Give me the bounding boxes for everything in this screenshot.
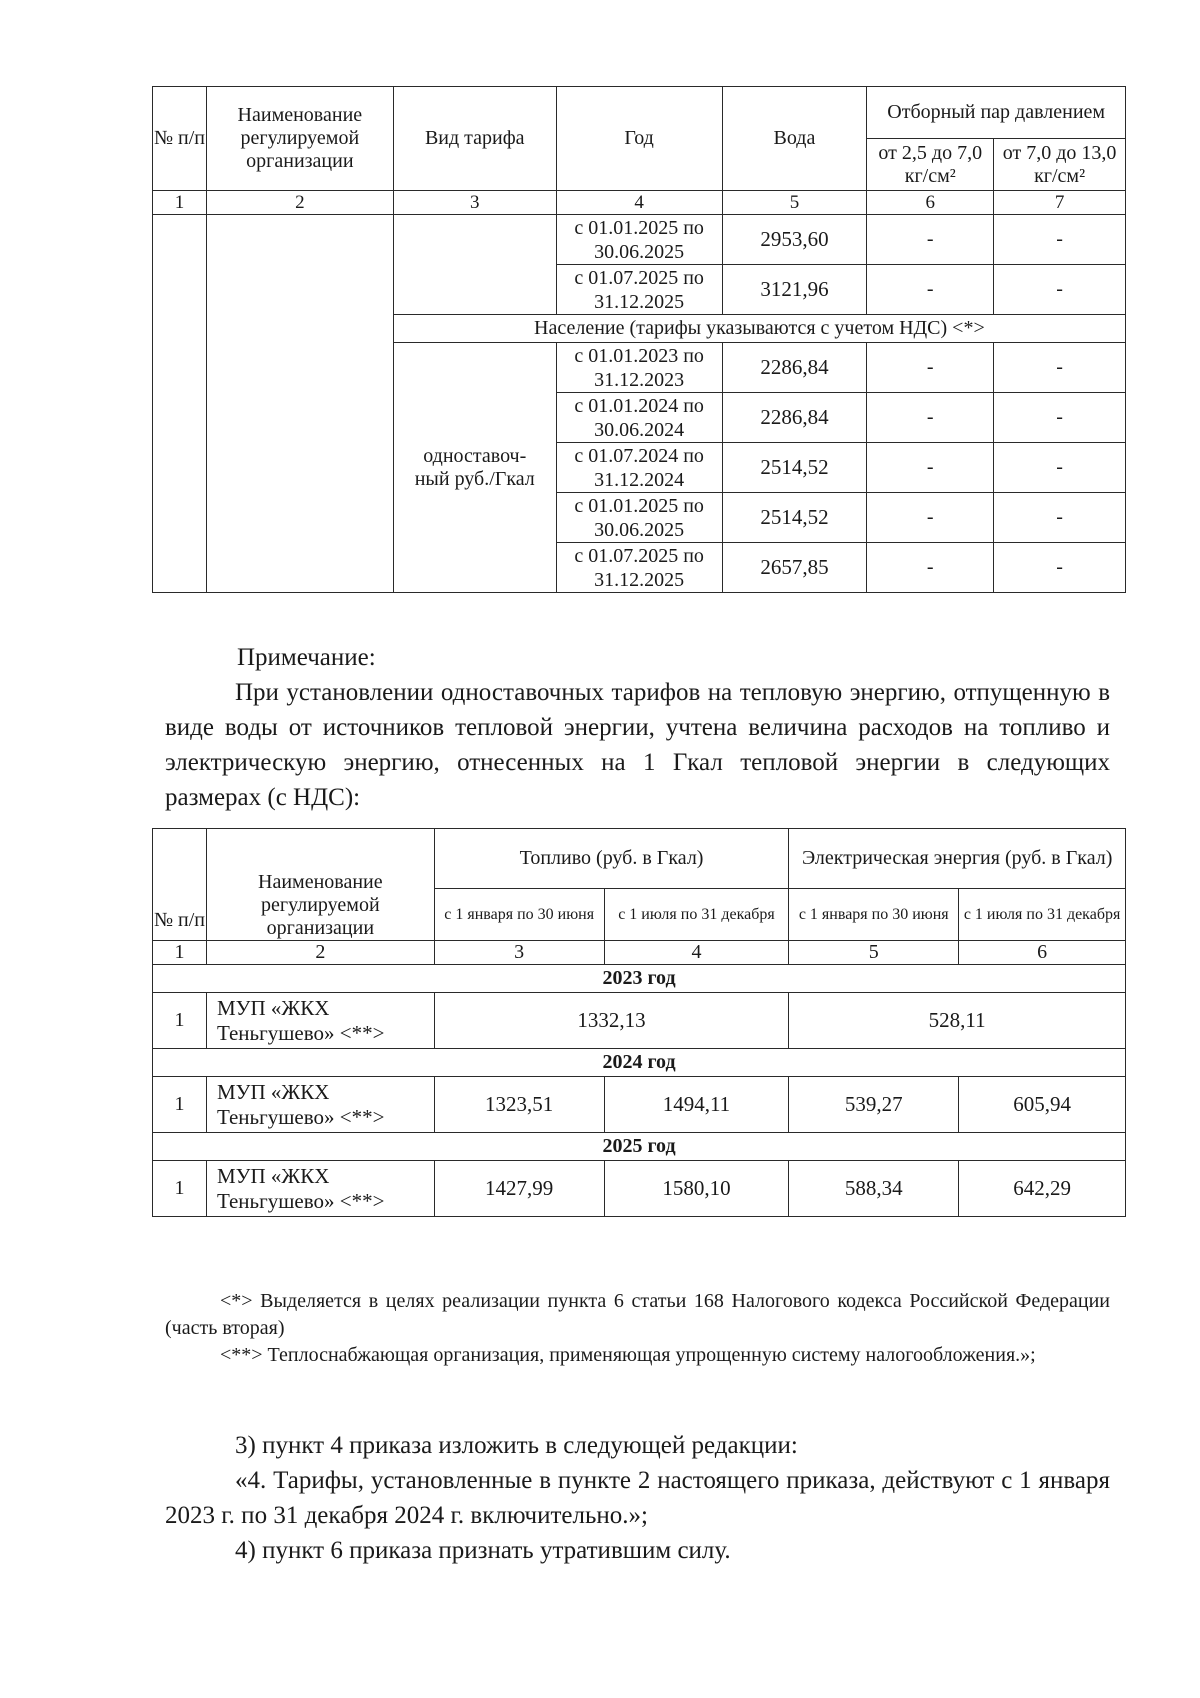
steam-low-value: - (867, 493, 994, 543)
empty-num-cell (153, 215, 207, 593)
period-cell: с 01.01.2025 по 30.06.2025 (556, 215, 722, 265)
col-index: 1 (153, 191, 207, 215)
cost-table (152, 828, 1126, 1217)
note-block (165, 640, 1110, 815)
header-fuel: Топливо (руб. в Гкал) (434, 829, 789, 889)
water-value: 2514,52 (722, 493, 867, 543)
note-title: Примечание: (237, 644, 376, 671)
header-electricity: Электрическая энергия (руб. в Гкал) (789, 829, 1126, 889)
header-jul-dec: с 1 июля по 31 декабря (604, 889, 789, 941)
col-index: 4 (604, 941, 789, 965)
header-org: Наименование регулируемой организации (206, 87, 393, 191)
note-body: При установлении одноставочных тарифов на тепловую энергию, отпущенную в виде воды от источников тепловой энергии, учтена величина расходов на топливо и электрическую энергию, отнесенных на 1 Гкал тепловой энергии в следующих размерах (с НДС): (165, 679, 1110, 811)
water-value: 2657,85 (722, 543, 867, 593)
col-index: 6 (959, 941, 1126, 965)
col-index: 5 (722, 191, 867, 215)
header-steam: Отборный пар давлением (867, 87, 1126, 139)
steam-high-value: - (994, 215, 1126, 265)
org-name: МУП «ЖКХ Теньгушево» <**> (206, 1077, 434, 1133)
steam-low-value: - (867, 393, 994, 443)
water-value: 3121,96 (722, 265, 867, 315)
header-steam-high: от 7,0 до 13,0 кг/см² (994, 139, 1126, 191)
col-index: 5 (789, 941, 959, 965)
year-row: 2024 год (153, 1049, 1126, 1077)
fuel-h2-value: 1580,10 (604, 1161, 789, 1217)
item-3: 3) пункт 4 приказа изложить в следующей редакции: (235, 1432, 798, 1459)
period-cell: с 01.07.2025 по 31.12.2025 (556, 265, 722, 315)
header-num: № п/п (153, 87, 207, 191)
empty-tariff-cell (393, 215, 556, 315)
col-index: 3 (393, 191, 556, 215)
col-index: 3 (434, 941, 604, 965)
year-row: 2025 год (153, 1133, 1126, 1161)
header-year: Год (556, 87, 722, 191)
row-num: 1 (153, 1161, 207, 1217)
period-cell: с 01.07.2025 по 31.12.2025 (556, 543, 722, 593)
water-value: 2953,60 (722, 215, 867, 265)
org-name: МУП «ЖКХ Теньгушево» <**> (206, 1161, 434, 1217)
header-jan-jun: с 1 января по 30 июня (789, 889, 959, 941)
steam-high-value: - (994, 343, 1126, 393)
tariff-type-cell: одноставоч-ный руб./Гкал (393, 343, 556, 593)
item-3-text: «4. Тарифы, установленные в пункте 2 настоящего приказа, действуют с 1 января 2023 г. по 31 декабря 2024 г. включительно.»; (165, 1467, 1110, 1529)
electricity-h1-value: 588,34 (789, 1161, 959, 1217)
fuel-h1-value: 1323,51 (434, 1077, 604, 1133)
population-row: Население (тарифы указываются с учетом НДС) <*> (393, 315, 1125, 343)
col-index: 7 (994, 191, 1126, 215)
fuel-h1-value: 1427,99 (434, 1161, 604, 1217)
header-water: Вода (722, 87, 867, 191)
header-org: Наименование регулируемой организации (206, 829, 434, 941)
steam-low-value: - (867, 343, 994, 393)
steam-high-value: - (994, 393, 1126, 443)
col-index: 6 (867, 191, 994, 215)
col-index: 4 (556, 191, 722, 215)
steam-low-value: - (867, 443, 994, 493)
year-row: 2023 год (153, 965, 1126, 993)
footnote-vat: <*> Выделяется в целях реализации пункта 6 статьи 168 Налогового кодекса Российской Федерации (часть вторая) (165, 1290, 1110, 1339)
row-num: 1 (153, 993, 207, 1049)
steam-high-value: - (994, 443, 1126, 493)
fuel-h2-value: 1494,11 (604, 1077, 789, 1133)
col-index: 2 (206, 191, 393, 215)
col-index: 2 (206, 941, 434, 965)
water-value: 2286,84 (722, 393, 867, 443)
empty-org-cell (206, 215, 393, 593)
amendment-items (165, 1428, 1110, 1568)
header-steam-low: от 2,5 до 7,0 кг/см² (867, 139, 994, 191)
electricity-value: 528,11 (789, 993, 1126, 1049)
footnotes (165, 1288, 1110, 1369)
steam-low-value: - (867, 543, 994, 593)
steam-low-value: - (867, 215, 994, 265)
period-cell: с 01.07.2024 по 31.12.2024 (556, 443, 722, 493)
tariff-table (152, 86, 1126, 593)
org-name: МУП «ЖКХ Теньгушево» <**> (206, 993, 434, 1049)
row-num: 1 (153, 1077, 207, 1133)
period-cell: с 01.01.2023 по 31.12.2023 (556, 343, 722, 393)
water-value: 2514,52 (722, 443, 867, 493)
electricity-h2-value: 642,29 (959, 1161, 1126, 1217)
header-jan-jun: с 1 января по 30 июня (434, 889, 604, 941)
steam-high-value: - (994, 265, 1126, 315)
electricity-h1-value: 539,27 (789, 1077, 959, 1133)
item-4: 4) пункт 6 приказа признать утратившим силу. (235, 1537, 731, 1564)
period-cell: с 01.01.2024 по 30.06.2024 (556, 393, 722, 443)
col-index: 1 (153, 941, 207, 965)
fuel-value: 1332,13 (434, 993, 789, 1049)
steam-low-value: - (867, 265, 994, 315)
header-num: № п/п (153, 829, 207, 941)
footnote-simplified-tax: <**> Теплоснабжающая организация, применяющая упрощенную систему налогообложения.»; (220, 1344, 1036, 1366)
steam-high-value: - (994, 543, 1126, 593)
electricity-h2-value: 605,94 (959, 1077, 1126, 1133)
steam-high-value: - (994, 493, 1126, 543)
period-cell: с 01.01.2025 по 30.06.2025 (556, 493, 722, 543)
header-jul-dec: с 1 июля по 31 декабря (959, 889, 1126, 941)
water-value: 2286,84 (722, 343, 867, 393)
header-tariff-type: Вид тарифа (393, 87, 556, 191)
